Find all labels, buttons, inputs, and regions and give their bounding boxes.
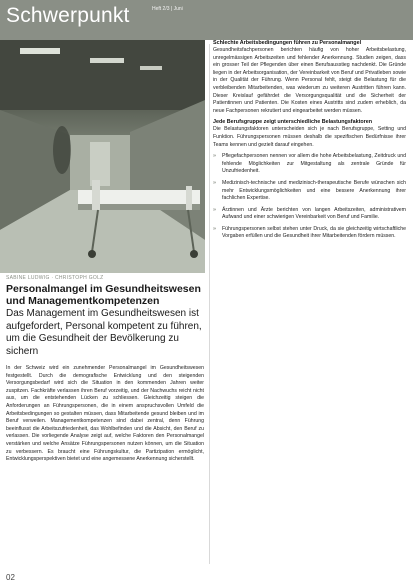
article-intro-column [6, 365, 204, 464]
issue-label: Heft 2/3 | Juni [152, 6, 183, 12]
bullet-item [213, 153, 406, 176]
chevron-right-icon: » [213, 206, 216, 213]
section-heading-2: Jede Berufsgruppe zeigt unterschiedliche Belastungsfaktoren [213, 119, 373, 126]
article-subhead: Das Management im Gesundheitswesen ist aufgefordert, Personal kompetent zu führen, um die Gesundheit der Bevölkerung zu sichern [6, 308, 202, 357]
article-right-column [213, 40, 406, 245]
hospital-corridor-photo [0, 40, 205, 273]
bullet-text: Führungspersonen selbst stehen unter Druck, da sie gleichzeitig wirtschaftliche Vorgaben erfüllen und die Gesundheit ihrer Mitarbeitenden fördern müssen. [222, 225, 406, 240]
section-heading-1: Schlechte Arbeitsbedingungen führen zu Personalmangel [213, 40, 362, 46]
bullet-list [213, 153, 406, 241]
bullet-text: Pflegefachpersonen nennen vor allem die hohe Arbeitsbelastung, Zeitdruck und fehlende Möglichkeiten zur Mitgestaltung als zentrale Gründe für Unzufriedenheit. [222, 153, 406, 175]
article-headline: Personalmangel im Gesundheitswesen und Managementkompetenzen [6, 283, 201, 307]
column-divider [209, 44, 210, 564]
chevron-right-icon: » [213, 153, 216, 160]
bullet-text: Ärztinnen und Ärzte berichten von langen Arbeitszeiten, administrativem Aufwand und einer schwierigen Vereinbarkeit von Beruf und Familie. [222, 206, 406, 221]
chevron-right-icon: » [213, 225, 216, 232]
bullet-item [213, 226, 406, 241]
article-authors: SABINE LUDWIG · CHRISTOPH GOLZ [6, 275, 104, 281]
section-text-2: Die Belastungsfaktoren unterscheiden sich je nach Berufsgruppe, Setting und Funktion. Führungspersonen müssen deshalb die spezifischen Bedürfnisse ihrer Teams kennen und gezielt darauf eingehen. [213, 126, 406, 148]
section-title: Schwerpunkt [6, 4, 130, 27]
bullet-item [213, 180, 406, 203]
article-intro-text: In der Schweiz wird ein zunehmender Personalmangel im Gesundheitswesen festgestellt. Durch die demografische Entwicklung und den steigenden Versorgungsbedarf wird sich die Situation in den kommenden Jahren weiter zuspitzen. Fachkräfte verlassen ihren Beruf vorzeitig, und der Nachwuchs reicht nicht aus, um die entstehenden Lücken zu schliessen. Gleichzeitig steigen die Anforderungen an Führungspersonen, die in einem anspruchsvollen Umfeld die Arbeitsbedingungen so gestalten müssen, dass Mitarbeitende gesund bleiben und im Beruf verweilen. Managementkompetenzen sind dabei zentral, denn Führung beeinflusst die Arbeitszufriedenheit, das Wohlbefinden und die Absicht, den Beruf zu verlassen. Die vorliegende Analyse zeigt auf, welche Faktoren den Personalmangel verstärken und welche Ansätze Führungspersonen nutzen können, um die Situation zu verbessern. Es braucht eine Führungskultur, die Partizipation ermöglicht, Entwicklungsperspektiven bietet und eine angemessene Anerkennung sicherstellt. [6, 365, 204, 463]
bullet-text: Medizinisch-technische und medizinisch-therapeutische Berufe wünschen sich mehr Entwicklungsmöglichkeiten und eine bessere Anerkennung ihrer fachlichen Expertise. [222, 179, 406, 202]
chevron-right-icon: » [213, 179, 216, 186]
page-number: 02 [6, 573, 15, 582]
section-text-1: Gesundheitsfachpersonen berichten häufig von hoher Arbeitsbelastung, unregelmässigen Arbeitszeiten und fehlender Anerkennung. Studien zeigen, dass ein grosser Teil der Pflegenden über einen Berufsausstieg nachdenkt. Die Gründe liegen in der Arbeitsorganisation, der Vereinbarkeit von Beruf und Privatleben sowie in der Qualität der Führung. Wenn Personal fehlt, steigt die Belastung für die verbleibenden Mitarbeitenden, was wiederum zu weiteren Austritten führen kann. Dieser Kreislauf gefährdet die Versorgungsqualität und die Sicherheit der Patientinnen und Patienten. Die Kosten eines Austritts sind zudem erheblich, da neue Fachpersonen rekrutiert und eingearbeitet werden müssen. [213, 47, 406, 114]
bullet-item [213, 207, 406, 222]
